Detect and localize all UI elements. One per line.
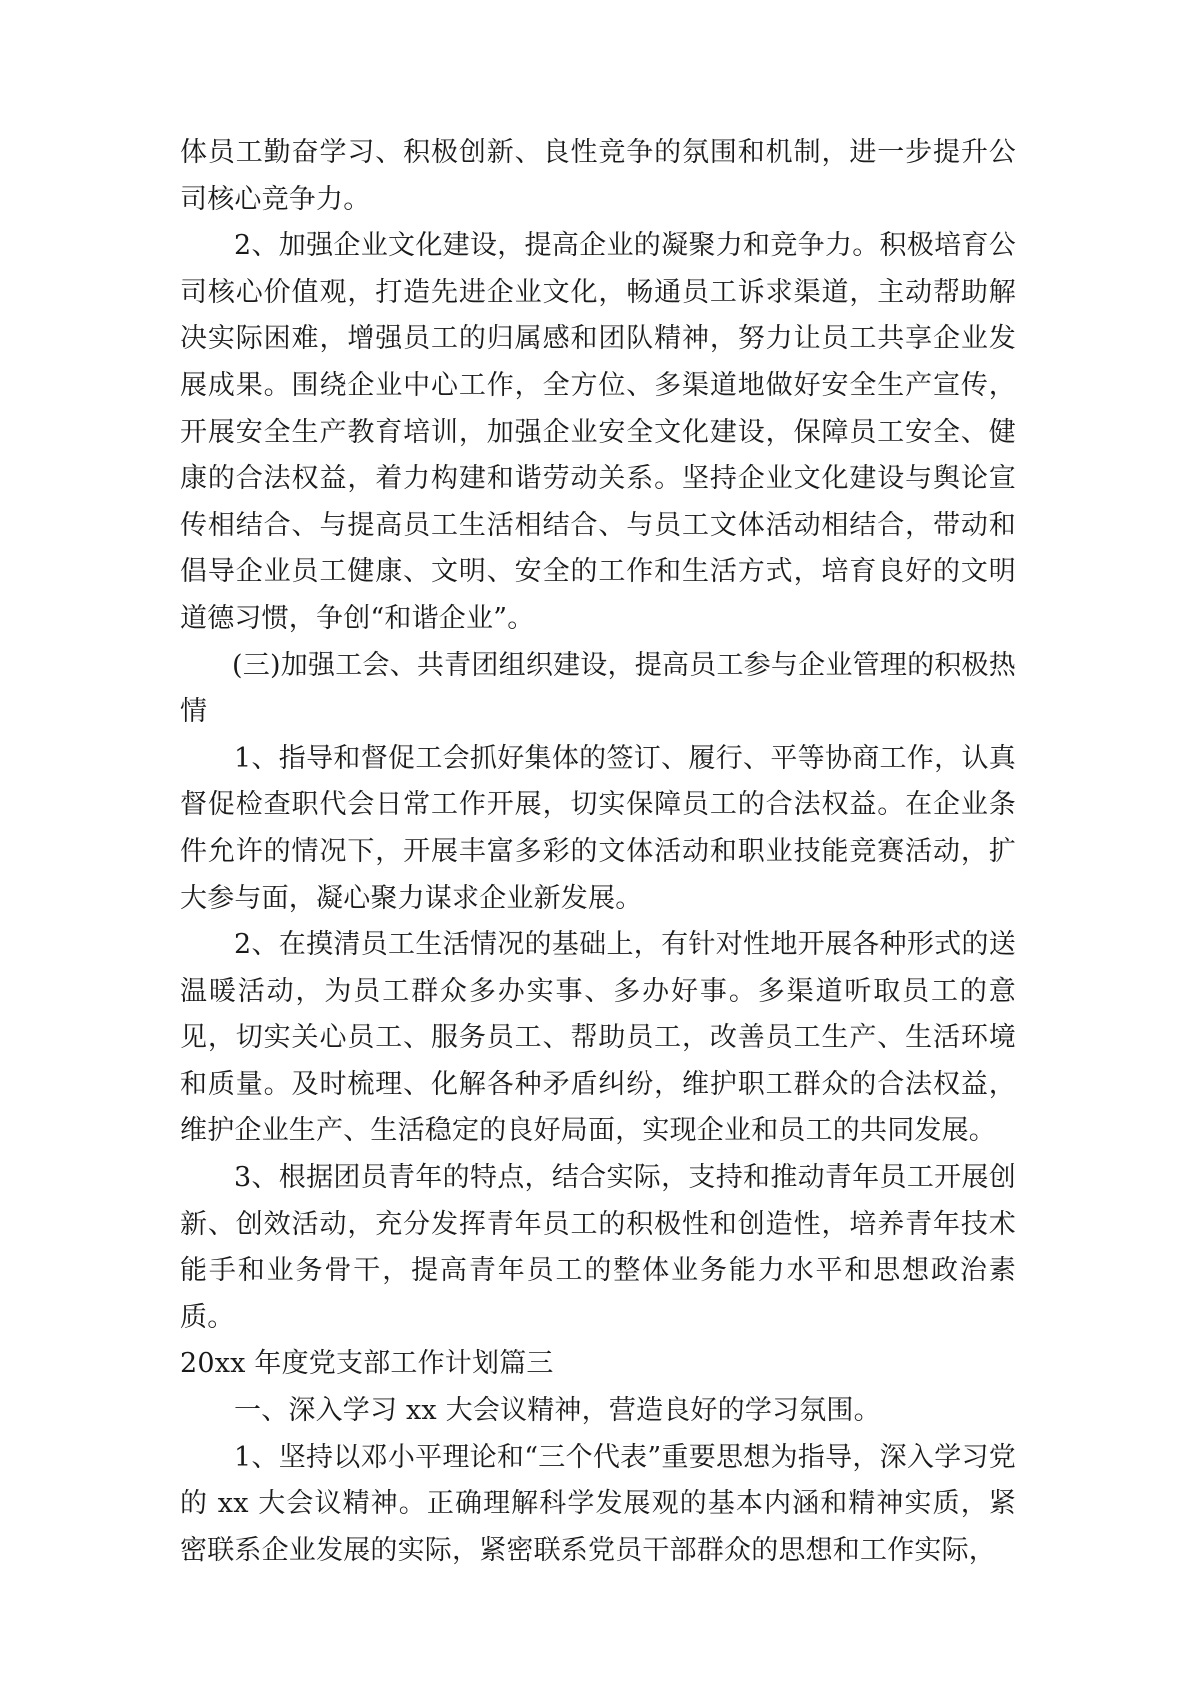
paragraph-culture-building: 2、加强企业文化建设，提高企业的凝聚力和竞争力。积极培育公司核心价值观，打造先进企业文化，畅通员工诉求渠道，主动帮助解决实际困难，增强员工的归属感和团队精神，努力让员工共享企业发展成果。围绕企业中心工作，全方位、多渠道地做好安全生产宣传，开展安全生产教育培训，加强企业安全文化建设，保障员工安全、健康的合法权益，着力构建和谐劳动关系。坚持企业文化建设与舆论宣传相结合、与提高员工生活相结合、与员工文体活动相结合，带动和倡导企业员工健康、文明、安全的工作和生活方式，培育良好的文明道德习惯，争创“和谐企业”。 [180,230,1016,634]
paragraph-theory-study: 1、坚持以邓小平理论和“三个代表”重要思想为指导，深入学习党的 xx 大会议精神。正确理解科学发展观的基本内涵和精神实质，紧密联系企业发展的实际，紧密联系党员干部群众的思想和工作实际， [180,1441,1016,1566]
section-heading-union: (三)加强工会、共青团组织建设，提高员工参与企业管理的积极热情 [180,649,1016,728]
chapter-title: 20xx 年度党支部工作计划篇三 [180,1348,554,1380]
document-body [180,130,1016,1574]
paragraph-continued: 体员工勤奋学习、积极创新、良性竞争的氛围和机制，进一步提升公司核心竞争力。 [180,137,1016,215]
paragraph-youth-innovation: 3、根据团员青年的特点，结合实际，支持和推动青年员工开展创新、创效活动，充分发挥青年员工的积极性和创造性，培养青年技术能手和业务骨干，提高青年员工的整体业务能力水平和思想政治素质。 [180,1162,1016,1333]
paragraph-union-guidance: 1、指导和督促工会抓好集体的签订、履行、平等协商工作，认真督促检查职代会日常工作开展，切实保障员工的合法权益。在企业条件允许的情况下，开展丰富多彩的文体活动和职业技能竞赛活动，扩大参与面，凝心聚力谋求企业新发展。 [180,742,1016,914]
section-heading-study: 一、深入学习 xx 大会议精神，营造良好的学习氛围。 [234,1395,881,1427]
paragraph-warmth-activities: 2、在摸清员工生活情况的基础上，有针对性地开展各种形式的送温暖活动，为员工群众多办实事、多办好事。多渠道听取员工的意见，切实关心员工、服务员工、帮助员工，改善员工生产、生活环境和质量。及时梳理、化解各种矛盾纠纷，维护职工群众的合法权益，维护企业生产、生活稳定的良好局面，实现企业和员工的共同发展。 [180,929,1016,1147]
